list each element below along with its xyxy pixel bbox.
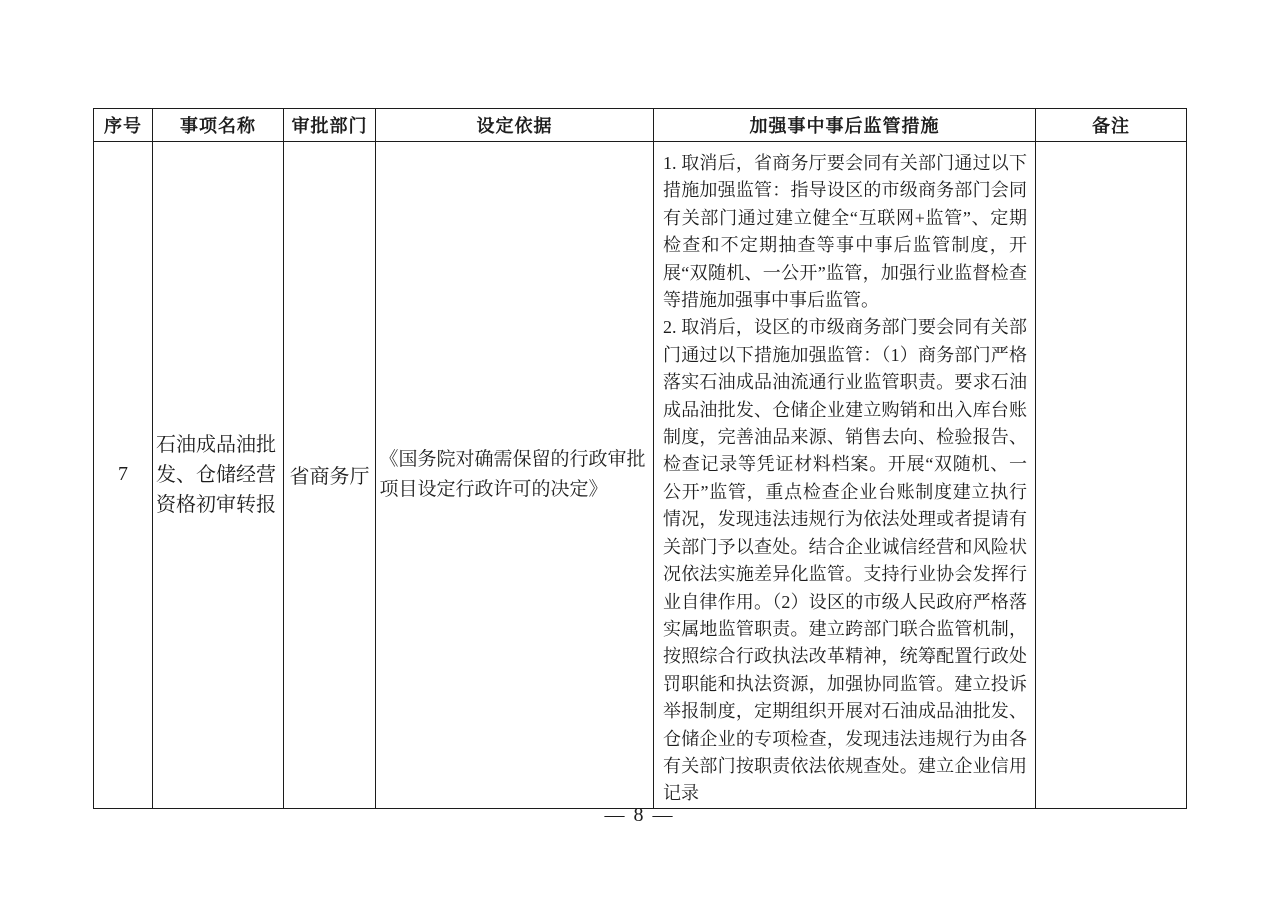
page-number: — 8 — [604, 804, 675, 826]
item-name-text: 石油成品油批发、仓储经营资格初审转报 [156, 433, 276, 516]
table-header-row [94, 109, 1187, 142]
cell-legal-basis [376, 142, 654, 809]
cell-supervision-measures [654, 142, 1036, 809]
cell-item-name [153, 142, 284, 809]
table-row [94, 142, 1187, 809]
col-header-supervision-measures: 加强事中事后监管措施 [654, 109, 1036, 142]
col-header-item-name: 事项名称 [153, 109, 284, 142]
cell-remarks [1036, 142, 1187, 809]
col-header-approval-department: 审批部门 [284, 109, 376, 142]
cell-approval-department: 省商务厅 [284, 142, 376, 809]
col-header-legal-basis: 设定依据 [376, 109, 654, 142]
measure-paragraph-2: 2. 取消后，设区的市级商务部门要会同有关部门通过以下措施加强监管：（1）商务部门严格落实石油成品油流通行业监管职责。要求石油成品油批发、仓储企业建立购销和出入库台账制度，完善油品来源、销售去向、检验报告、检查记录等凭证材料档案。开展“双随机、一公开”监管，重点检查企业台账制度建立执行情况，发现违法违规行为依法处理或者提请有关部门予以查处。结合企业诚信经营和风险状况依法实施差异化监管。支持行业协会发挥行业自律作用。（2）设区的市级人民政府严格落实属地监管职责。建立跨部门联合监管机制，按照综合行政执法改革精神，统筹配置行政处罚职能和执法资源，加强协同监管。建立投诉举报制度，定期组织开展对石油成品油批发、仓储企业的专项检查，发现违法违规行为由各有关部门按职责依法依规查处。建立企业信用记录 [663, 317, 1027, 804]
measure-paragraph-1: 1. 取消后，省商务厅要会同有关部门通过以下措施加强监管：指导设区的市级商务部门会同有关部门通过建立健全“互联网+监管”、定期检查和不定期抽查等事中事后监管制度，开展“双随机、一公开”监管，加强行业监督检查等措施加强事中事后监管。 [663, 153, 1027, 311]
col-header-serial-number: 序号 [94, 109, 153, 142]
approval-items-table [93, 108, 1187, 809]
col-header-remarks: 备注 [1036, 109, 1187, 142]
legal-basis-text: 《国务院对确需保留的行政审批项目设定行政许可的决定》 [379, 448, 646, 500]
cell-serial-number: 7 [94, 142, 153, 809]
